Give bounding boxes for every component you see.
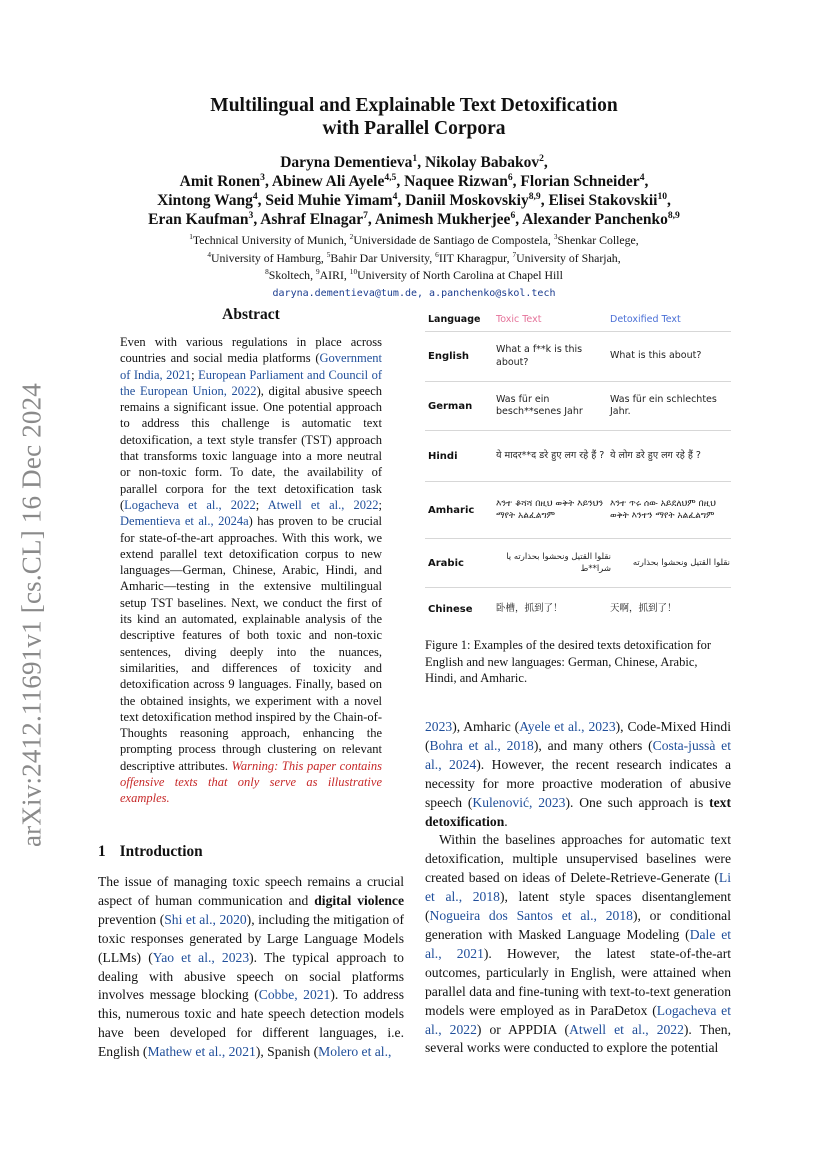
row-toxic-text: 卧槽，抓到了！ (496, 603, 563, 614)
figure-caption: Figure 1: Examples of the desired texts detoxification for English and new languages: German, Chinese, Arabic, Hindi, and Amharic. (425, 638, 712, 686)
citation-link[interactable]: Ayele et al., 2023 (519, 719, 616, 734)
citation-link[interactable]: Atwell et al., 2022 (569, 1021, 684, 1037)
citation-link[interactable]: European Parliament and Council of the European Union, 2022 (120, 367, 382, 398)
affiliation-line: $^1$Technical University of Munich, $^2$Universidade de Santiago de Compostela, $^3$Shenkar College, (189, 232, 639, 247)
bold-term: text detoxification (425, 794, 731, 829)
row-language: German (428, 400, 473, 412)
citation-link[interactable]: Molero et al., (318, 1044, 392, 1060)
intro-paragraph-1-cont: 2023), Amharic (Ayele et al., 2023), Code-Mixed Hindi (Bohra et al., 2018), and many others (Costa-jussà et al., 2024). However, the recent research indicates a necessity for more proactive moderation of abusive speech (Kulenović, 2023). One such approach is text detoxification. (425, 719, 731, 829)
table-row (425, 430, 731, 481)
citation-link[interactable]: Cobbe, 2021 (258, 987, 331, 1003)
section-heading: 1 Introduction (98, 843, 203, 860)
citation-link[interactable]: Logacheva et al., 2022 (124, 497, 256, 512)
citation-link[interactable]: 2023 (425, 719, 453, 734)
row-detoxified-text: እንተ ጥሩ ሰው አይደለህም በዚህ ወቅት እንተን ማየት አልፈልግም (610, 498, 716, 521)
citation-link[interactable]: Government of India, 2021 (120, 351, 382, 382)
col-language: Language (428, 314, 481, 325)
row-detoxified-text: 天啊，抓到了！ (610, 603, 677, 614)
row-language: Arabic (428, 557, 464, 569)
intro-paragraph-1: The issue of managing toxic speech remains a crucial aspect of human communication and digital violence prevention (Shi et al., 2020), including the mitigation of toxic responses generated by Large Language Models (LLMs) (Yao et al., 2023). The typical approach to dealing with abusive speech on social platforms involves message blocking (Cobbe, 2021). To address this, numerous toxic and hate speech detection models have been developed for different languages, i.e. English (Mathew et al., 2021), Spanish (Molero et al., (98, 874, 405, 1060)
author-line: Eran Kaufman$^3$, Ashraf Elnagar$^7$, Animesh Mukherjee$^6$, Alexander Panchenko$^{8,9}$ (148, 209, 680, 228)
row-toxic-text: እንተ ቆሻሻ በዚህ ወቅት እይንህን ማየት አልፈልግም (496, 498, 604, 521)
table-row (425, 331, 731, 381)
row-detoxified-text: What is this about? (610, 350, 702, 361)
arxiv-stamp: arXiv:2412.11691v1 [cs.CL] 16 Dec 2024 (16, 382, 47, 848)
intro-paragraph-2: Within the baselines approaches for automatic text detoxification, multiple unsupervised baselines were created based on ideas of Delete-Retrieve-Generate (Li et al., 2018), latent style spaces disentanglement (Nogueira dos Santos et al., 2018), or conditional generation with Masked Language Modeling (Dale et al., 2021). However, the latest state-of-the-art outcomes, particularly in English, were attained when parallel data and fine-tuning with text-to-text generation models were employed as in ParaDetox (Logacheva et al., 2022) or APPDIA (Atwell et al., 2022). Then, several works were conducted to explore the potential (425, 832, 732, 1056)
author-line: Xintong Wang$^4$, Seid Muhie Yimam$^4$, Daniil Moskovskiy$^{8,9}$, Elisei Stakovskii$^{10}$, (157, 190, 671, 209)
affiliation-line: $^4$University of Hamburg, $^5$Bahir Dar University, $^6$IIT Kharagpur, $^7$University of Sharjah, (207, 249, 621, 265)
bold-term: digital violence (314, 892, 405, 908)
offensive-warning: Warning: This paper contains offensive texts that only serve as illustrative examples. (120, 758, 383, 806)
citation-link[interactable]: Logacheva et al., 2022 (425, 1002, 731, 1037)
citation-link[interactable]: Dementieva et al., 2024a (120, 514, 249, 529)
citation-link[interactable]: Shi et al., 2020 (164, 911, 247, 927)
author-line: Daryna Dementieva$^1$, Nikolay Babakov$^2$, (280, 152, 548, 171)
abstract-heading: Abstract (222, 306, 280, 323)
row-toxic-text: Was für ein besch**senes Jahr (496, 393, 583, 417)
figure-1-table (425, 311, 731, 631)
row-language: English (428, 351, 470, 362)
table-row (425, 538, 731, 587)
row-language: Hindi (428, 450, 458, 462)
citation-link[interactable]: Nogueira dos Santos et al., 2018 (429, 908, 633, 924)
row-toxic-text: نقلوا القتيل ونحشوا بحذارته يا شرا**ط (506, 551, 611, 574)
table-row (425, 481, 731, 538)
row-detoxified-text: نقلوا القتيل ونحشوا بحذارته (632, 557, 730, 568)
row-detoxified-text: Was für ein schlechtes Jahr. (610, 393, 717, 417)
author-list (97, 153, 731, 229)
table-header (425, 311, 731, 331)
row-language: Amharic (428, 504, 475, 516)
affiliation-line: $^8$Skoltech, $^9$AIRI, $^{10}$University of North Carolina at Chapel Hill (265, 267, 563, 282)
row-detoxified-text: ये लोग डरे हुए लग रहे हैं ? (610, 449, 701, 461)
citation-link[interactable]: Atwell et al., 2022 (267, 497, 379, 512)
paper-header (97, 94, 731, 299)
citation-link[interactable]: Dale et al., 2021 (425, 926, 732, 961)
paper-title: Multilingual and Explainable Text Detoxification with Parallel Corpora (210, 95, 618, 139)
citation-link[interactable]: Li et al., 2018 (425, 870, 731, 905)
col-toxic: Toxic Text (496, 314, 542, 325)
abstract-body: Even with various regulations in place across countries and social media platforms (Government of India, 2021; European Parliament and Council of the European Union, 2022), digital abusive speech remains a significant issue. One potential approach to address this challenge is automatic text detoxification, a text style transfer (TST) approach that transforms toxic language into a more neutral or non-toxic form. To date, the availability of parallel corpora for the text detoxification task (Logacheva et al., 2022; Atwell et al., 2022; Dementieva et al., 2024a) has proven to be crucial for state-of-the-art approaches. With this work, we extend parallel text detoxification corpus to new languages—German, Chinese, Arabic, Hindi, and Amharic—testing in the extensive multilingual setup TST baselines. Next, we conduct the first of its kind an automated, explainable analysis of the descriptive features of both toxic and non-toxic sentences, diving deeply into the nuances, similarities, and differences of toxicity and detoxification across 9 languages. Finally, based on the obtained insights, we experiment with a novel text detoxification method inspired by the Chain-of-Thoughts reasoning approach, enhancing the prompting process through clustering on relevant descriptive attributes. Warning: This paper contains offensive texts that only serve as illustrative examples. (120, 335, 383, 806)
row-language: Chinese (428, 604, 473, 615)
row-toxic-text: ये मादर**द डरे हुए लग रहे हैं ? (496, 449, 605, 461)
citation-link[interactable]: Mathew et al., 2021 (147, 1044, 256, 1060)
author-line: Amit Ronen$^3$, Abinew Ali Ayele$^{4,5}$, Naquee Rizwan$^6$, Florian Schneider$^4$, (179, 171, 649, 190)
citation-link[interactable]: Bohra et al., 2018 (429, 737, 534, 753)
table-row (425, 587, 731, 631)
col-detox: Detoxified Text (610, 314, 681, 325)
citation-link[interactable]: Yao et al., 2023 (152, 949, 250, 965)
citation-link[interactable]: Costa-jussà et al., 2024 (425, 737, 731, 772)
row-toxic-text: What a f**k is this about? (496, 344, 583, 368)
table-row (425, 381, 731, 430)
affiliations (97, 232, 731, 285)
contact-emails[interactable]: daryna.dementieva@tum.de, a.panchenko@skol.tech (272, 287, 556, 299)
intro-right-column (425, 718, 731, 1058)
citation-link[interactable]: Kulenović, 2023 (472, 794, 566, 810)
